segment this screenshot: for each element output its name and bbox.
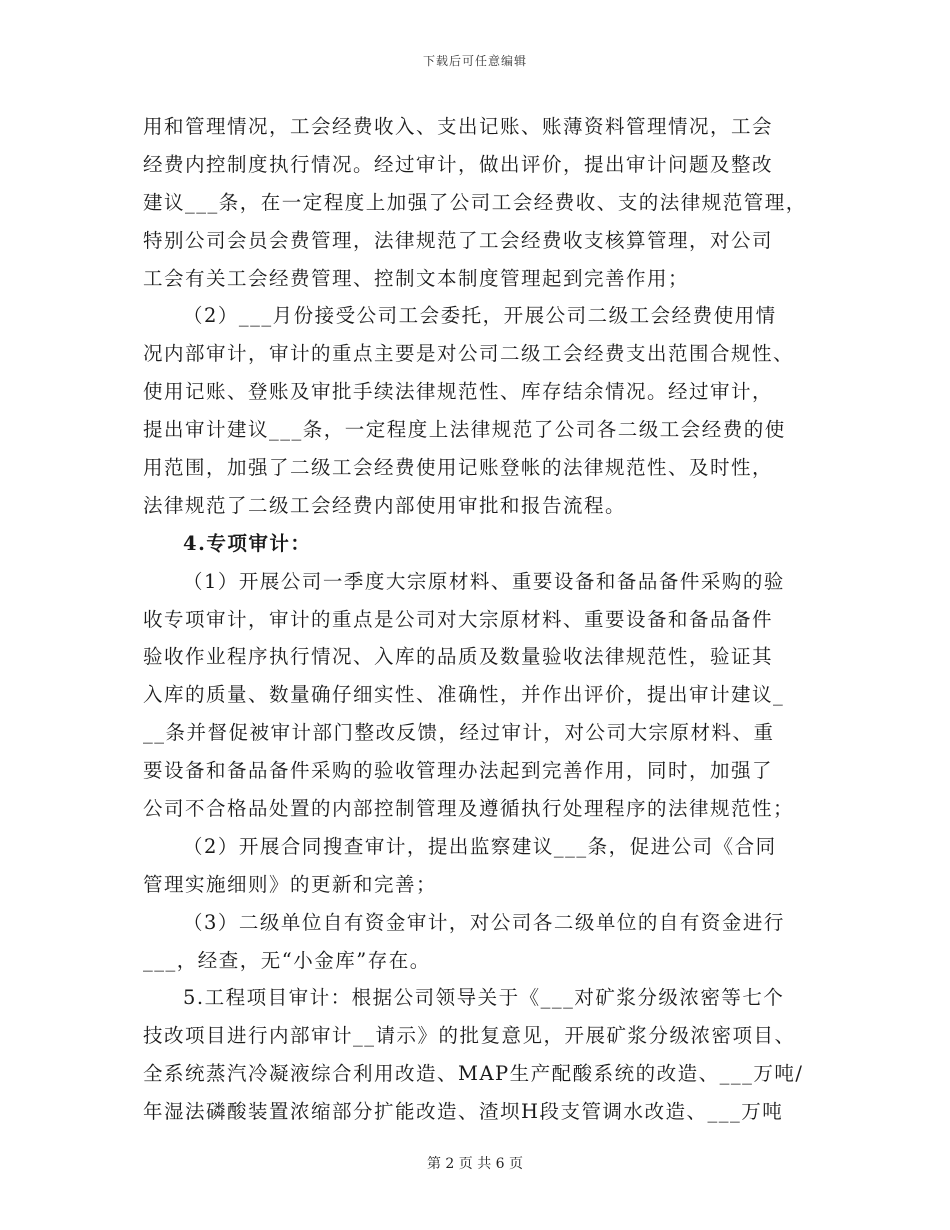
body-line: 要设备和备品备件采购的验收管理办法起到完善作用，同时，加强了: [143, 759, 774, 783]
body-line: 经费内控制度执行情况。经过审计，做出评价，提出审计问题及整改: [143, 152, 774, 176]
body-line: （3）二级单位自有资金审计，对公司各二级单位的自有资金进行: [183, 910, 785, 934]
body-line: 法律规范了二级工会经费内部使用审批和报告流程。: [143, 493, 627, 517]
body-line: 建议___条，在一定程度上加强了公司工会经费收、支的法律规范管理，: [143, 190, 807, 214]
body-line: 特别公司会员会费管理，法律规范了工会经费收支核算管理，对公司: [143, 228, 774, 252]
body-line: 年湿法磷酸装置浓缩部分扩能改造、渣坝H段支管调水改造、___万吨: [143, 1100, 784, 1124]
body-line: 验收作业程序执行情况、入库的品质及数量验收法律规范性，验证其: [143, 645, 774, 669]
body-line: 用范围，加强了二级工会经费使用记账登帐的法律规范性、及时性，: [143, 456, 774, 480]
body-line: 管理实施细则》的更新和完善；: [143, 872, 438, 896]
document-body: [143, 108, 813, 1131]
body-line: 收专项审计，审计的重点是公司对大宗原材料、重要设备和备品备件: [143, 607, 774, 631]
section-heading: 4.专项审计：: [183, 531, 312, 555]
body-line: （2）___月份接受公司工会委托，开展公司二级工会经费使用情: [183, 304, 777, 328]
body-line: 用和管理情况，工会经费收入、支出记账、账薄资料管理情况，工会: [143, 115, 774, 138]
body-line: 全系统蒸汽冷凝液综合利用改造、MAP生产配酸系统的改造、___万吨/: [143, 1062, 804, 1086]
body-line: 使用记账、登账及审批手续法律规范性、库存结余情况。经过审计，: [143, 380, 774, 404]
body-line: 况内部审计，审计的重点主要是对公司二级工会经费支出范围合规性、: [143, 342, 795, 366]
body-line: 提出审计建议___条，一定程度上法律规范了公司各二级工会经费的使: [143, 418, 786, 442]
body-line: 入库的质量、数量确仔细实性、准确性，并作出评价，提出审计建议_: [143, 683, 785, 707]
body-line: 公司不合格品处置的内部控制管理及遵循执行处理程序的法律规范性；: [143, 797, 795, 821]
body-line: ___，经查，无“小金库”存在。: [143, 948, 431, 972]
page-header-note: 下载后可任意编辑: [422, 54, 527, 68]
body-line: （1）开展公司一季度大宗原材料、重要设备和备品备件采购的验: [183, 569, 785, 593]
body-line: （2）开展合同搜查审计，提出监察建议___条，促进公司《合同: [183, 834, 777, 858]
page-number: 第 2 页 共 6 页: [426, 1156, 524, 1172]
body-line: 技改项目进行内部审计__请示》的批复意见，开展矿浆分级浓密项目、: [143, 1024, 796, 1048]
body-line: __条并督促被审计部门整改反馈，经过审计，对公司大宗原材料、重: [143, 721, 775, 745]
body-line: 工会有关工会经费管理、控制文本制度管理起到完善作用；: [143, 266, 690, 290]
body-line: 5.工程项目审计：根据公司领导关于《___对矿浆分级浓密等七个: [183, 986, 785, 1010]
